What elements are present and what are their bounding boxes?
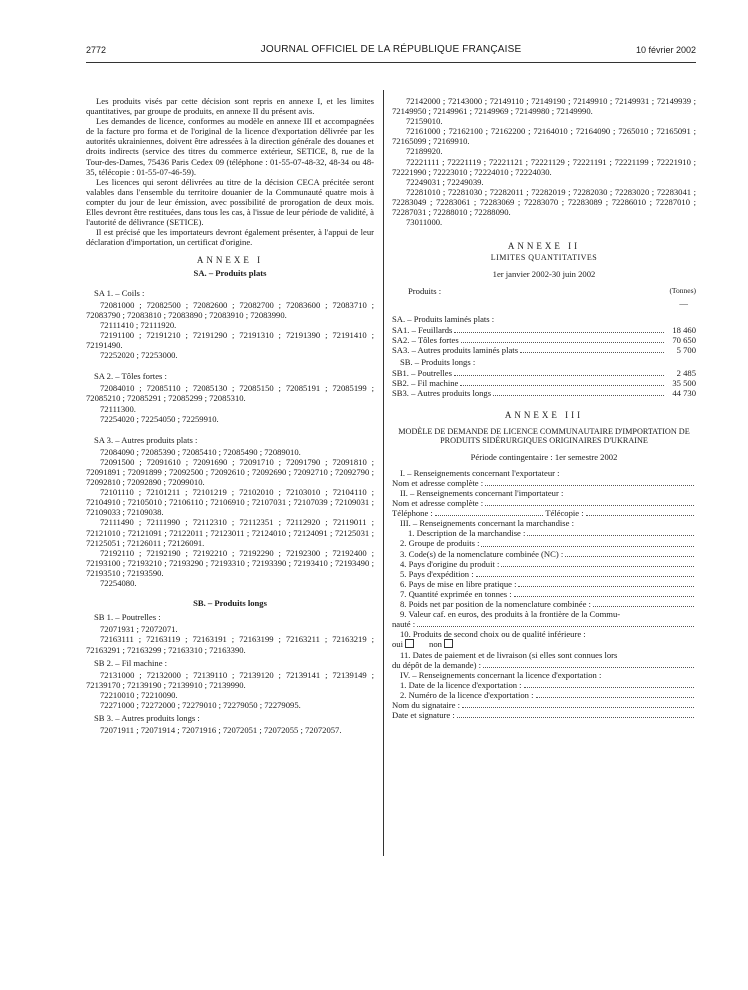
products-label: Produits : <box>408 285 442 296</box>
sb3-group <box>86 713 374 735</box>
form-field[interactable]: Nom du signataire : <box>392 700 696 710</box>
code-line: 72249031 ; 72249039. <box>406 176 484 187</box>
code-line: 72159010. <box>406 116 443 127</box>
code-line: 73011000. <box>406 217 443 228</box>
form-label: 9. Valeur caf. en euros, des produits à la frontière de la Commu- <box>400 609 621 620</box>
form-field[interactable]: 8. Poids net par position de la nomenclature combinée : <box>392 599 696 609</box>
form-field[interactable]: 6. Pays de mise en libre pratique : <box>392 579 696 589</box>
sa1-group <box>86 288 374 361</box>
licence-form <box>392 468 696 720</box>
code-line: 72131000 ; 72132000 ; 72139110 ; 72139120 ; 72139141 ; 72139149 ; 72139170 ; 72139190 ; 72139910 ; 72139990. <box>86 669 374 690</box>
code-line: 72221111 ; 72221119 ; 72221121 ; 72221129 ; 72221191 ; 72221199 ; 72221910 ; 72221990 ; 72223010 ; 72224010 ; 72224030. <box>392 156 696 177</box>
left-column <box>86 96 374 735</box>
form-label: 11. Dates de paiement et de livraison (si elles sont connues lors <box>400 649 618 660</box>
limit-row: SB3. – Autres produits longs 44 730 <box>392 388 696 399</box>
code-line: 72084010 ; 72085110 ; 72085130 ; 72085150 ; 72085191 ; 72085199 ; 72085210 ; 72085291 ; 72085299 ; 72085310. <box>86 383 374 404</box>
form-field[interactable]: Nom et adresse complète : <box>392 478 696 488</box>
sa3-label: SA 3. – Autres produits plats : <box>94 434 198 445</box>
code-line: 72189920. <box>406 146 443 157</box>
code-line: 72281010 ; 72281030 ; 72282011 ; 72282019 ; 72282030 ; 72283020 ; 72283041 ; 72283049 ; 72283061 ; 72283069 ; 72283070 ; 72283089 ; 72286010 ; 72287010 ; 72287031 ; 72288010 ; 72288090. <box>392 186 696 218</box>
form-field[interactable]: 2. Groupe de produits : <box>392 538 696 548</box>
form-field[interactable]: 5. Pays d'expédition : <box>392 569 696 579</box>
form-field[interactable]: Nom et adresse complète : <box>392 498 696 508</box>
code-line: 72252020 ; 72253000. <box>100 350 178 361</box>
form-field[interactable]: 1. Description de la marchandise : <box>392 528 696 538</box>
sb-long-label: SB. – Produits longs : <box>400 357 476 368</box>
sa-heading: SA. – Produits plats <box>193 267 267 278</box>
code-line: 72271000 ; 72272000 ; 72279010 ; 72279050 ; 72279095. <box>100 699 301 710</box>
code-line: 72254080. <box>100 578 137 589</box>
annex-1-title: ANNEXE I <box>196 255 264 266</box>
units-dash: — <box>679 297 688 308</box>
limit-row: SA2. – Tôles fortes 70 650 <box>392 334 696 345</box>
intro-paragraph: Les licences qui seront délivrées au titre de la décision CECA précitée seront valables dans l'ensemble du territoire douanier de la Communauté quatre mois à compter du jour de leur émission, avec possibilité de prorogation de deux mois. Elles devront être restituées, dans tous les cas, à l'issue de leur période de validité, à l'autorité de délivrance (SETICE). <box>86 176 374 228</box>
sa3-group <box>86 435 374 588</box>
form-section: II. – Renseignements concernant l'importateur : <box>400 488 564 498</box>
code-line: 72254020 ; 72254050 ; 72259910. <box>100 413 219 424</box>
intro-paragraph: Les demandes de licence, conformes au modèle en annexe III et accompagnées de la facture pro forma et de l'original de la licence d'exportation délivrée par les autorités ukrainiennes, doivent être adressées à la direction générale des douanes et droits indirects (service des titres du commerce extérieur, SETICE, 8, rue de la Tour-des-Dames, 75436 Paris Cedex 09 (téléphone : 01-55-07-48-32, 48-34 ou 48-35, télécopie : 01-55-07-46-59). <box>86 116 374 177</box>
code-line: 72091500 ; 72091610 ; 72091690 ; 72091710 ; 72091790 ; 72091810 ; 72091891 ; 72091899 ; 72092500 ; 72092610 ; 72092690 ; 72092710 ; 72092790 ; 72092810 ; 72092890 ; 72099010. <box>86 456 374 488</box>
units-label: (Tonnes) <box>669 285 696 295</box>
sb2-label: SB 2. – Fil machine : <box>94 657 168 668</box>
sb3-label: SB 3. – Autres produits longs : <box>94 713 200 724</box>
code-line: 72191100 ; 72191210 ; 72191290 ; 72191310 ; 72191390 ; 72191410 ; 72191490. <box>86 329 374 351</box>
sb-heading: SB. – Produits longs <box>193 598 267 609</box>
form-field[interactable]: nauté : <box>392 619 696 629</box>
sa1-label: SA 1. – Coils : <box>94 287 145 298</box>
form-field[interactable]: 1. Date de la licence d'exportation : <box>392 680 696 690</box>
code-line: 72210010 ; 72210090. <box>100 689 178 700</box>
code-line: 72071911 ; 72071914 ; 72071916 ; 72072051 ; 72072055 ; 72072057. <box>100 725 342 736</box>
code-line: 72081000 ; 72082500 ; 72082600 ; 72082700 ; 72083600 ; 72083710 ; 72083790 ; 72083810 ; 72083890 ; 72083910 ; 72083990. <box>86 299 374 320</box>
code-line: 72163111 ; 72163119 ; 72163191 ; 72163199 ; 72163211 ; 72163219 ; 72163291 ; 72163299 ; 72163310 ; 72163390. <box>86 634 374 655</box>
form-field[interactable]: 3. Code(s) de la nomenclature combinée (NC) : <box>392 549 696 559</box>
form-field[interactable]: du dépôt de la demande) : <box>392 660 696 670</box>
issue-date: 10 février 2002 <box>635 45 696 55</box>
code-line: 72111490 ; 72111990 ; 72112310 ; 72112351 ; 72112920 ; 72119011 ; 72121010 ; 72121091 ; 72122011 ; 72123011 ; 72124010 ; 72124091 ; 72125031 ; 72125051 ; 72126011 ; 72126091. <box>86 517 374 548</box>
form-field[interactable]: 7. Quantité exprimée en tonnes : <box>392 589 696 599</box>
quality-choice: oui non <box>392 639 696 649</box>
limit-row: SA3. – Autres produits laminés plats 5 700 <box>392 344 696 355</box>
journal-title: JOURNAL OFFICIEL DE LA RÉPUBLIQUE FRANÇAISE <box>260 44 522 55</box>
sa2-label: SA 2. – Tôles fortes : <box>94 371 167 382</box>
limit-row: SB2. – Fil machine 35 500 <box>392 378 696 389</box>
page-header <box>86 44 696 63</box>
form-section: III. – Renseignements concernant la marchandise : <box>400 518 574 529</box>
form-field[interactable]: Date et signature : <box>392 710 696 720</box>
sb2-group <box>86 658 374 710</box>
code-line: 72161000 ; 72162100 ; 72162200 ; 72164010 ; 72164090 ; 7265010 ; 72165091 ; 72165099 ; 72169910. <box>392 126 696 147</box>
intro-paragraph: Les produits visés par cette décision sont repris en annexe I, et les limites quantitatives, par groupe de produits, en annexe II du présent avis. <box>86 96 374 117</box>
code-line: 72101110 ; 72101211 ; 72101219 ; 72102010 ; 72103010 ; 72104110 ; 72104910 ; 72105010 ; 72106110 ; 72106910 ; 72107031 ; 72107039 ; 72109031 ; 72109033 ; 72109038. <box>86 487 374 518</box>
page-number: 2772 <box>86 45 107 55</box>
annex-2-subtitle: LIMITES QUANTITATIVES <box>490 253 598 263</box>
limit-row: SB1. – Poutrelles 2 485 <box>392 368 696 379</box>
code-line: 72142000 ; 72143000 ; 72149110 ; 72149190 ; 72149910 ; 72149931 ; 72149939 ; 72149950 ; 72149961 ; 72149969 ; 72149980 ; 72149990. <box>392 96 696 117</box>
annex-2-title: ANNEXE II <box>507 241 581 252</box>
form-field[interactable]: 4. Pays d'origine du produit : <box>392 559 696 569</box>
form-section: IV. – Renseignements concernant la licence d'exportation : <box>400 669 602 680</box>
annex-3-title: ANNEXE III <box>504 410 584 421</box>
sb1-group <box>86 612 374 654</box>
form-field[interactable]: Téléphone : Télécopie : <box>392 508 696 518</box>
limits-header <box>408 286 696 296</box>
form-field[interactable]: 2. Numéro de la licence d'exportation : <box>392 690 696 700</box>
sb1-label: SB 1. – Poutrelles : <box>94 612 161 623</box>
form-section: I. – Renseignements concernant l'exportateur : <box>400 467 560 478</box>
sa2-group <box>86 371 374 423</box>
right-column <box>392 96 696 720</box>
form-label: 10. Produits de second choix ou de qualité inférieure : <box>400 629 586 640</box>
non-checkbox[interactable] <box>444 639 453 648</box>
limit-row: SA1. – Feuillards 18 460 <box>392 324 696 335</box>
oui-checkbox[interactable] <box>405 639 414 648</box>
code-line: 72071931 ; 72072071. <box>100 624 178 635</box>
code-line: 72084090 ; 72085390 ; 72085410 ; 72085490 ; 72089010. <box>100 446 301 457</box>
annex-3-heading: MODÈLE DE DEMANDE DE LICENCE COMMUNAUTAIRE D'IMPORTATION DE PRODUITS SIDÉRURGIQUES ORIGINAIRES D'UKRAINE <box>398 426 690 446</box>
sb3-continued <box>392 96 696 227</box>
intro-paragraph: Il est précisé que les importateurs devront également présenter, à l'appui de leur déclaration d'importation, un certificat d'origine. <box>86 227 374 248</box>
code-line: 72111410 ; 72111920. <box>100 319 177 330</box>
annex-2-period: 1er janvier 2002-30 juin 2002 <box>492 269 596 280</box>
column-divider <box>383 90 384 856</box>
code-line: 72192110 ; 72192190 ; 72192210 ; 72192290 ; 72192300 ; 72192400 ; 72193100 ; 72193210 ; 72193290 ; 72193310 ; 72193390 ; 72193410 ; 72193490 ; 72193510 ; 72193590. <box>86 547 374 578</box>
sa-flat-label: SA. – Produits laminés plats : <box>392 313 495 324</box>
annex-3-period: Période contingentaire : 1er semestre 2002 <box>470 451 618 462</box>
code-line: 72111300. <box>100 403 136 414</box>
